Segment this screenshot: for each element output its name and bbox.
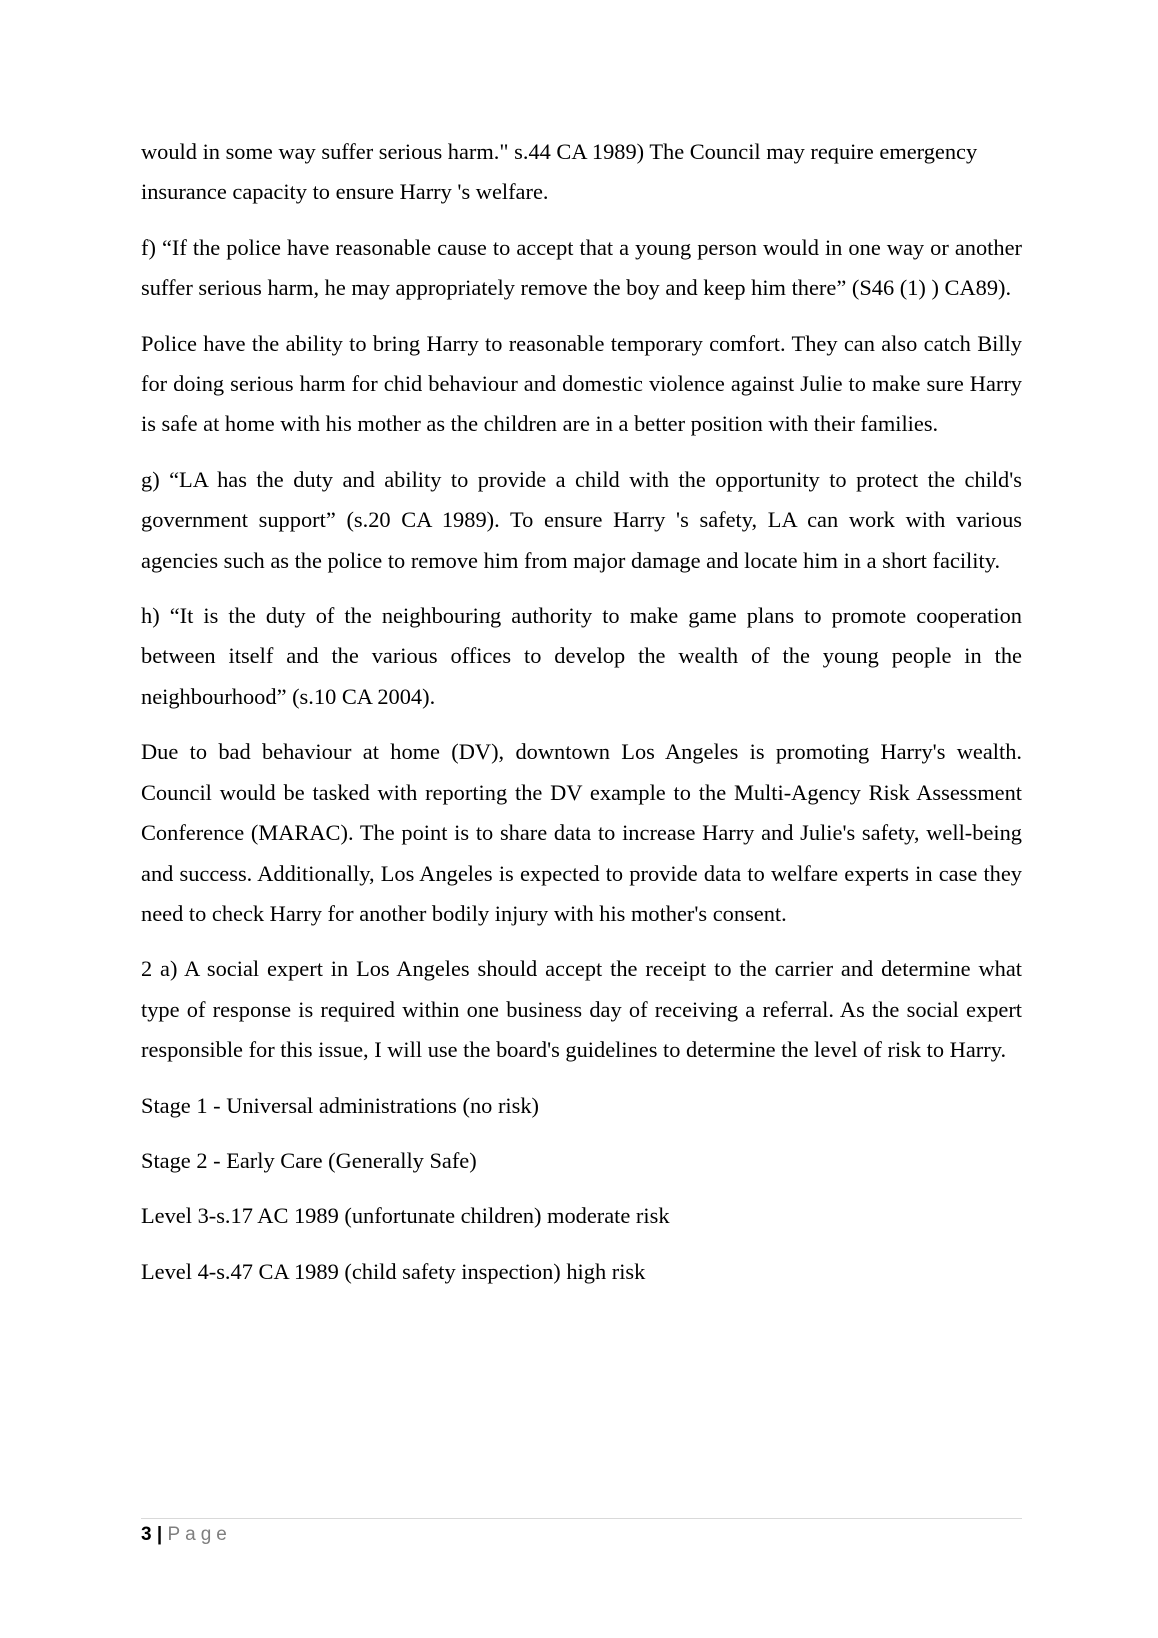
paragraph-2: f) “If the police have reasonable cause to accept that a young person would in one way or another suffer serious harm, he may appropriately remove the boy and keep him there” (S46 (1) ) CA89). [141,234,1022,301]
paragraph-6: Due to bad behaviour at home (DV), downtown Los Angeles is promoting Harry's wealth. Council would be tasked with reporting the DV example to the Multi-Agency Risk Assessment Conference (MARAC). The point is to share data to increase Harry and Julie's safety, well-being and success. Additionally, Los Angeles is expected to provide data to welfare experts in case they need to check Harry for another bodily injury with his mother's consent. [141,739,1022,926]
page-number: 3 [141,1524,152,1545]
paragraph-3: Police have the ability to bring Harry to reasonable temporary comfort. They can also catch Billy for doing serious harm for chid behaviour and domestic violence against Julie to make sure Harry is safe at home with his mother as the children are in a better position with their families. [141,330,1022,437]
footer-separator: | [156,1524,163,1545]
paragraph-4: g) “LA has the duty and ability to provide a child with the opportunity to protect the child's government support” (s.20 CA 1989). To ensure Harry 's safety, LA can work with various agencies such as the police to remove him from major damage and locate him in a short facility. [141,466,1022,573]
paragraph-1: would in some way suffer serious harm." s.44 CA 1989) The Council may require emergency insurance capacity to ensure Harry 's welfare. [141,139,978,205]
page-footer [141,1522,232,1548]
paragraph-5: h) “It is the duty of the neighbouring authority to make game plans to promote cooperation between itself and the various offices to develop the wealth of the young people in the neighbourhood” (s.10 CA 2004). [141,603,1022,709]
level-3-line: Level 3-s.17 AC 1989 (unfortunate children) moderate risk [141,1203,670,1229]
level-4-line: Level 4-s.47 CA 1989 (child safety inspection) high risk [141,1258,646,1284]
paragraph-7: 2 a) A social expert in Los Angeles should accept the receipt to the carrier and determine what type of response is required within one business day of receiving a referral. As the social expert responsible for this issue, I will use the board's guidelines to determine the level of risk to Harry. [141,956,1022,1063]
stage-2-line: Stage 2 - Early Care (Generally Safe) [141,1147,477,1173]
stage-1-line: Stage 1 - Universal administrations (no risk) [141,1092,539,1118]
page-label: Page [167,1524,232,1545]
page-body [141,132,1022,1307]
footer-divider [141,1518,1022,1519]
